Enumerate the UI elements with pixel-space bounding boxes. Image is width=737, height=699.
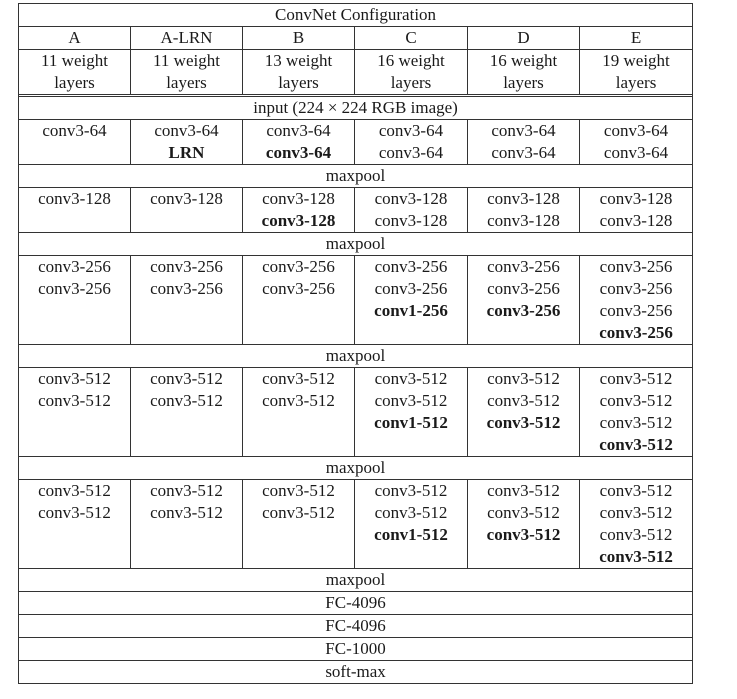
- layer-label: conv3-128: [599, 211, 673, 230]
- layer-cell: [131, 188, 243, 233]
- column-header-d: D: [468, 27, 580, 50]
- layer-cell: [131, 480, 243, 569]
- depth-row: [19, 50, 693, 95]
- column-header-b: B: [243, 27, 355, 50]
- depth-line: layers: [278, 73, 319, 92]
- layer-cell: [355, 188, 468, 233]
- layer-label: conv3-128: [262, 189, 335, 208]
- layer-cell: [468, 368, 580, 457]
- layer-cell: [468, 188, 580, 233]
- layer-label: conv3-64: [154, 121, 219, 140]
- layer-label: conv1-512: [374, 525, 448, 544]
- layer-label: conv3-128: [374, 189, 448, 208]
- layer-label: conv3-512: [150, 481, 223, 500]
- layer-block-row: [19, 368, 693, 457]
- tail-row: [19, 661, 693, 684]
- layer-label: conv3-64: [42, 121, 107, 140]
- maxpool-row: [19, 345, 693, 368]
- convnet-configuration-table: [18, 3, 693, 684]
- layer-label: conv3-512: [486, 525, 561, 544]
- layer-label: LRN: [168, 143, 205, 162]
- layer-cell: [355, 120, 468, 165]
- layer-label: conv3-512: [486, 413, 561, 432]
- layer-label: conv3-512: [599, 525, 673, 544]
- layer-cell: [355, 480, 468, 569]
- layer-label: conv3-256: [374, 257, 448, 276]
- layer-label: conv3-512: [599, 369, 673, 388]
- input-cell: input (224 × 224 RGB image): [19, 97, 693, 120]
- depth-line: 19 weight: [602, 51, 670, 70]
- layer-label: conv3-128: [374, 211, 448, 230]
- layer-cell: [243, 120, 355, 165]
- tail-cell: soft-max: [19, 661, 693, 684]
- layer-label: conv3-128: [261, 211, 336, 230]
- column-header-row: [19, 27, 693, 50]
- maxpool-cell: maxpool: [19, 569, 693, 592]
- depth-cell-a-lrn: [131, 50, 243, 95]
- depth-line: layers: [54, 73, 95, 92]
- layer-block-row: [19, 256, 693, 345]
- input-row: [19, 97, 693, 120]
- tail-row: [19, 615, 693, 638]
- layer-cell: [131, 368, 243, 457]
- layer-label: conv3-64: [265, 143, 332, 162]
- layer-block-row: [19, 188, 693, 233]
- layer-label: conv3-512: [150, 369, 223, 388]
- maxpool-cell: maxpool: [19, 165, 693, 188]
- layer-cell: [580, 368, 693, 457]
- layer-label: conv3-256: [262, 279, 335, 298]
- layer-label: conv3-512: [599, 503, 673, 522]
- layer-cell: [355, 256, 468, 345]
- column-header-e: E: [580, 27, 693, 50]
- layer-label: conv3-128: [150, 189, 223, 208]
- layer-label: conv3-256: [599, 301, 673, 320]
- layer-label: conv3-64: [378, 143, 444, 162]
- depth-cell-c: [355, 50, 468, 95]
- layer-label: conv3-512: [150, 391, 223, 410]
- depth-line: 13 weight: [264, 51, 333, 70]
- depth-line: 16 weight: [377, 51, 445, 70]
- layer-cell: [355, 368, 468, 457]
- layer-label: conv3-512: [599, 413, 673, 432]
- table-body: [19, 4, 693, 684]
- layer-label: conv3-512: [599, 435, 673, 454]
- depth-line: 11 weight: [153, 51, 220, 70]
- layer-label: conv3-256: [599, 257, 673, 276]
- layer-label: conv3-256: [150, 279, 223, 298]
- layer-label: conv3-512: [38, 503, 111, 522]
- layer-label: conv3-64: [378, 121, 444, 140]
- layer-label: conv3-512: [374, 391, 448, 410]
- maxpool-row: [19, 165, 693, 188]
- layer-cell: [243, 480, 355, 569]
- depth-cell-b: [243, 50, 355, 95]
- layer-cell: [19, 120, 131, 165]
- layer-label: conv3-256: [486, 301, 561, 320]
- column-header-a-lrn: A-LRN: [131, 27, 243, 50]
- layer-label: conv3-512: [599, 481, 673, 500]
- layer-label: conv3-512: [262, 503, 335, 522]
- layer-label: conv3-512: [262, 481, 335, 500]
- layer-label: conv1-512: [374, 413, 448, 432]
- layer-label: conv3-512: [38, 391, 111, 410]
- layer-label: conv3-512: [487, 369, 560, 388]
- maxpool-row: [19, 569, 693, 592]
- layer-label: conv3-64: [266, 121, 331, 140]
- layer-label: conv3-512: [374, 369, 448, 388]
- column-header-a: A: [19, 27, 131, 50]
- tail-cell: FC-1000: [19, 638, 693, 661]
- layer-label: conv3-64: [603, 143, 669, 162]
- layer-label: conv3-256: [374, 279, 448, 298]
- layer-label: conv3-64: [491, 143, 556, 162]
- layer-cell: [468, 256, 580, 345]
- layer-label: conv3-256: [599, 323, 673, 342]
- layer-cell: [243, 368, 355, 457]
- depth-cell-e: [580, 50, 693, 95]
- layer-label: conv3-256: [150, 257, 223, 276]
- layer-cell: [243, 256, 355, 345]
- layer-label: conv3-128: [487, 211, 560, 230]
- depth-line: layers: [615, 73, 657, 92]
- maxpool-cell: maxpool: [19, 345, 693, 368]
- maxpool-cell: maxpool: [19, 457, 693, 480]
- layer-label: conv3-512: [38, 481, 111, 500]
- tail-cell: FC-4096: [19, 615, 693, 638]
- maxpool-row: [19, 457, 693, 480]
- layer-label: conv3-128: [487, 189, 560, 208]
- column-header-c: C: [355, 27, 468, 50]
- layer-label: conv3-512: [262, 391, 335, 410]
- maxpool-row: [19, 233, 693, 256]
- depth-line: layers: [166, 73, 207, 92]
- tail-row: [19, 592, 693, 615]
- layer-label: conv3-512: [599, 547, 673, 566]
- layer-cell: [19, 368, 131, 457]
- layer-label: conv3-512: [374, 503, 448, 522]
- maxpool-cell: maxpool: [19, 233, 693, 256]
- table-title: ConvNet Configuration: [19, 4, 693, 27]
- title-row: [19, 4, 693, 27]
- layer-cell: [580, 188, 693, 233]
- layer-label: conv3-512: [487, 503, 560, 522]
- depth-cell-d: [468, 50, 580, 95]
- layer-cell: [131, 120, 243, 165]
- depth-line: 16 weight: [489, 51, 558, 70]
- layer-label: conv3-256: [487, 257, 560, 276]
- layer-label: conv3-256: [599, 279, 673, 298]
- layer-cell: [19, 480, 131, 569]
- depth-line: layers: [503, 73, 544, 92]
- layer-label: conv3-256: [38, 257, 111, 276]
- layer-cell: [580, 480, 693, 569]
- layer-cell: [243, 188, 355, 233]
- layer-cell: [19, 188, 131, 233]
- layer-cell: [468, 480, 580, 569]
- layer-label: conv3-256: [38, 279, 111, 298]
- depth-line: 11 weight: [41, 51, 108, 70]
- layer-block-row: [19, 480, 693, 569]
- tail-row: [19, 638, 693, 661]
- layer-cell: [580, 256, 693, 345]
- layer-block-row: [19, 120, 693, 165]
- layer-label: conv3-256: [262, 257, 335, 276]
- layer-label: conv3-256: [487, 279, 560, 298]
- layer-label: conv1-256: [374, 301, 448, 320]
- layer-cell: [580, 120, 693, 165]
- depth-line: layers: [390, 73, 432, 92]
- layer-label: conv3-64: [603, 121, 669, 140]
- layer-label: conv3-512: [262, 369, 335, 388]
- layer-label: conv3-512: [487, 391, 560, 410]
- layer-label: conv3-512: [599, 391, 673, 410]
- layer-label: conv3-512: [374, 481, 448, 500]
- layer-label: conv3-512: [38, 369, 111, 388]
- layer-cell: [131, 256, 243, 345]
- tail-cell: FC-4096: [19, 592, 693, 615]
- layer-label: conv3-512: [487, 481, 560, 500]
- layer-cell: [19, 256, 131, 345]
- layer-label: conv3-512: [150, 503, 223, 522]
- layer-cell: [468, 120, 580, 165]
- layer-label: conv3-64: [491, 121, 556, 140]
- layer-label: conv3-128: [38, 189, 111, 208]
- depth-cell-a: [19, 50, 131, 95]
- layer-label: conv3-128: [599, 189, 673, 208]
